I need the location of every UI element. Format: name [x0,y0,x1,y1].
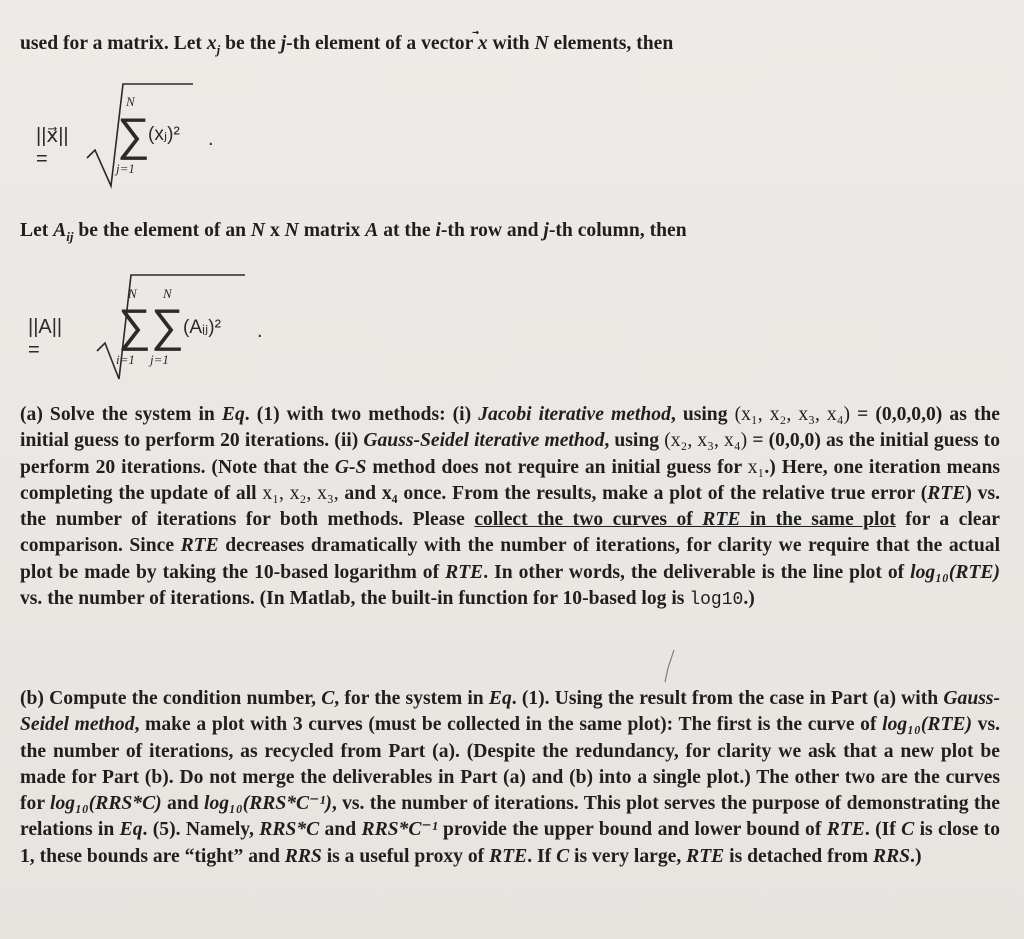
intro-part1: used for a matrix. Let [20,33,207,54]
inner-sum-upper-limit: N [163,286,172,301]
inner-summation-symbol: ∑ [151,299,184,351]
matrix-intro-line: Let $A_{ij}$ be the element of an N x N matrix A at the i-th row and j-th column, then [20,220,687,244]
summation-symbol: ∑ [117,108,150,160]
part-b-paragraph: (b) Compute the condition number, C, for the system in Eq. (1). Using the result from the case in Part (a) with Gauss-Seidel method, make a plot with 3 curves (must be collected in the same plot): The first is the curve of log₁₀(RTE) vs. the number of iterations, as recycled from Part (a). (Despite the redundancy, for clarity we ask that a new plot be made for Part (b). Do not merge the deliverables in Part (a) and (b) into a single plot.) The other two are the curves for log₁₀(RRS*C) and log₁₀(RRS*C⁻¹), vs. the number of iterations. This plot serves the purpose of demonstrating the relations in Eq. (5). Namely, RRS*C and RRS*C⁻¹ provide the upper bound and lower bound of RTE. (If C is close to 1, these bounds are “tight” and RRS is a useful proxy of RTE. If C is very large, RTE is detached from RRS.) [20,688,1001,867]
intro-line: used for a matrix. Let $x_j$ be the j-th element of a vector x with N elements, then [20,33,674,57]
part-a-paragraph: (a) Solve the system in Eq. (1) with two methods: (i) Jacobi iterative method, using (x₁, x₂, x₃, x₄) = (0,0,0,0) as the initial guess to perform 20 iterations. (ii) Gauss-Seidel iterative method, using (x₂, x₃, x₄) = (0,0,0) as the initial guess to perform 20 iterations. (Note that the G-S method does not require an initial guess for x₁.) Here, one iteration means completing the update of all x₁, x₂, x₃, and x₄ once. From the results, make a plot of the relative true error (RTE) vs. the number of iterations for both methods. Please collect the two curves of RTE in the same plot for a clear comparison. Since RTE decreases dramatically with the number of iterations, for clarity we require that the actual plot be made by taking the 10-based logarithm of RTE. In other words, the deliverable is the line plot of log₁₀(RTE) vs. the number of iterations. (In Matlab, the built-in function for 10-based log is log10.) [20,404,1001,611]
matrix-norm-term: (Aᵢⱼ)² [183,317,221,338]
underlined-phrase: collect the two curves of RTE in the same plot [474,509,896,531]
vector-norm-lhs: ||x⃗|| = [36,125,69,170]
sum-lower-limit: j=1 [116,161,135,176]
outer-sum-lower-limit: i=1 [116,352,135,367]
equation-period: . [257,320,263,342]
sum-upper-limit: N [126,94,135,109]
equation-period: . [208,128,214,150]
inner-sum-lower-limit: j=1 [150,352,169,367]
outer-sum-upper-limit: N [128,286,137,301]
vector-norm-term: (xⱼ)² [148,124,180,145]
code-log10: log10 [689,590,744,611]
matrix-norm-lhs: ||A|| = [28,316,63,361]
outer-summation-symbol: ∑ [118,299,151,351]
pen-mark [638,648,678,694]
